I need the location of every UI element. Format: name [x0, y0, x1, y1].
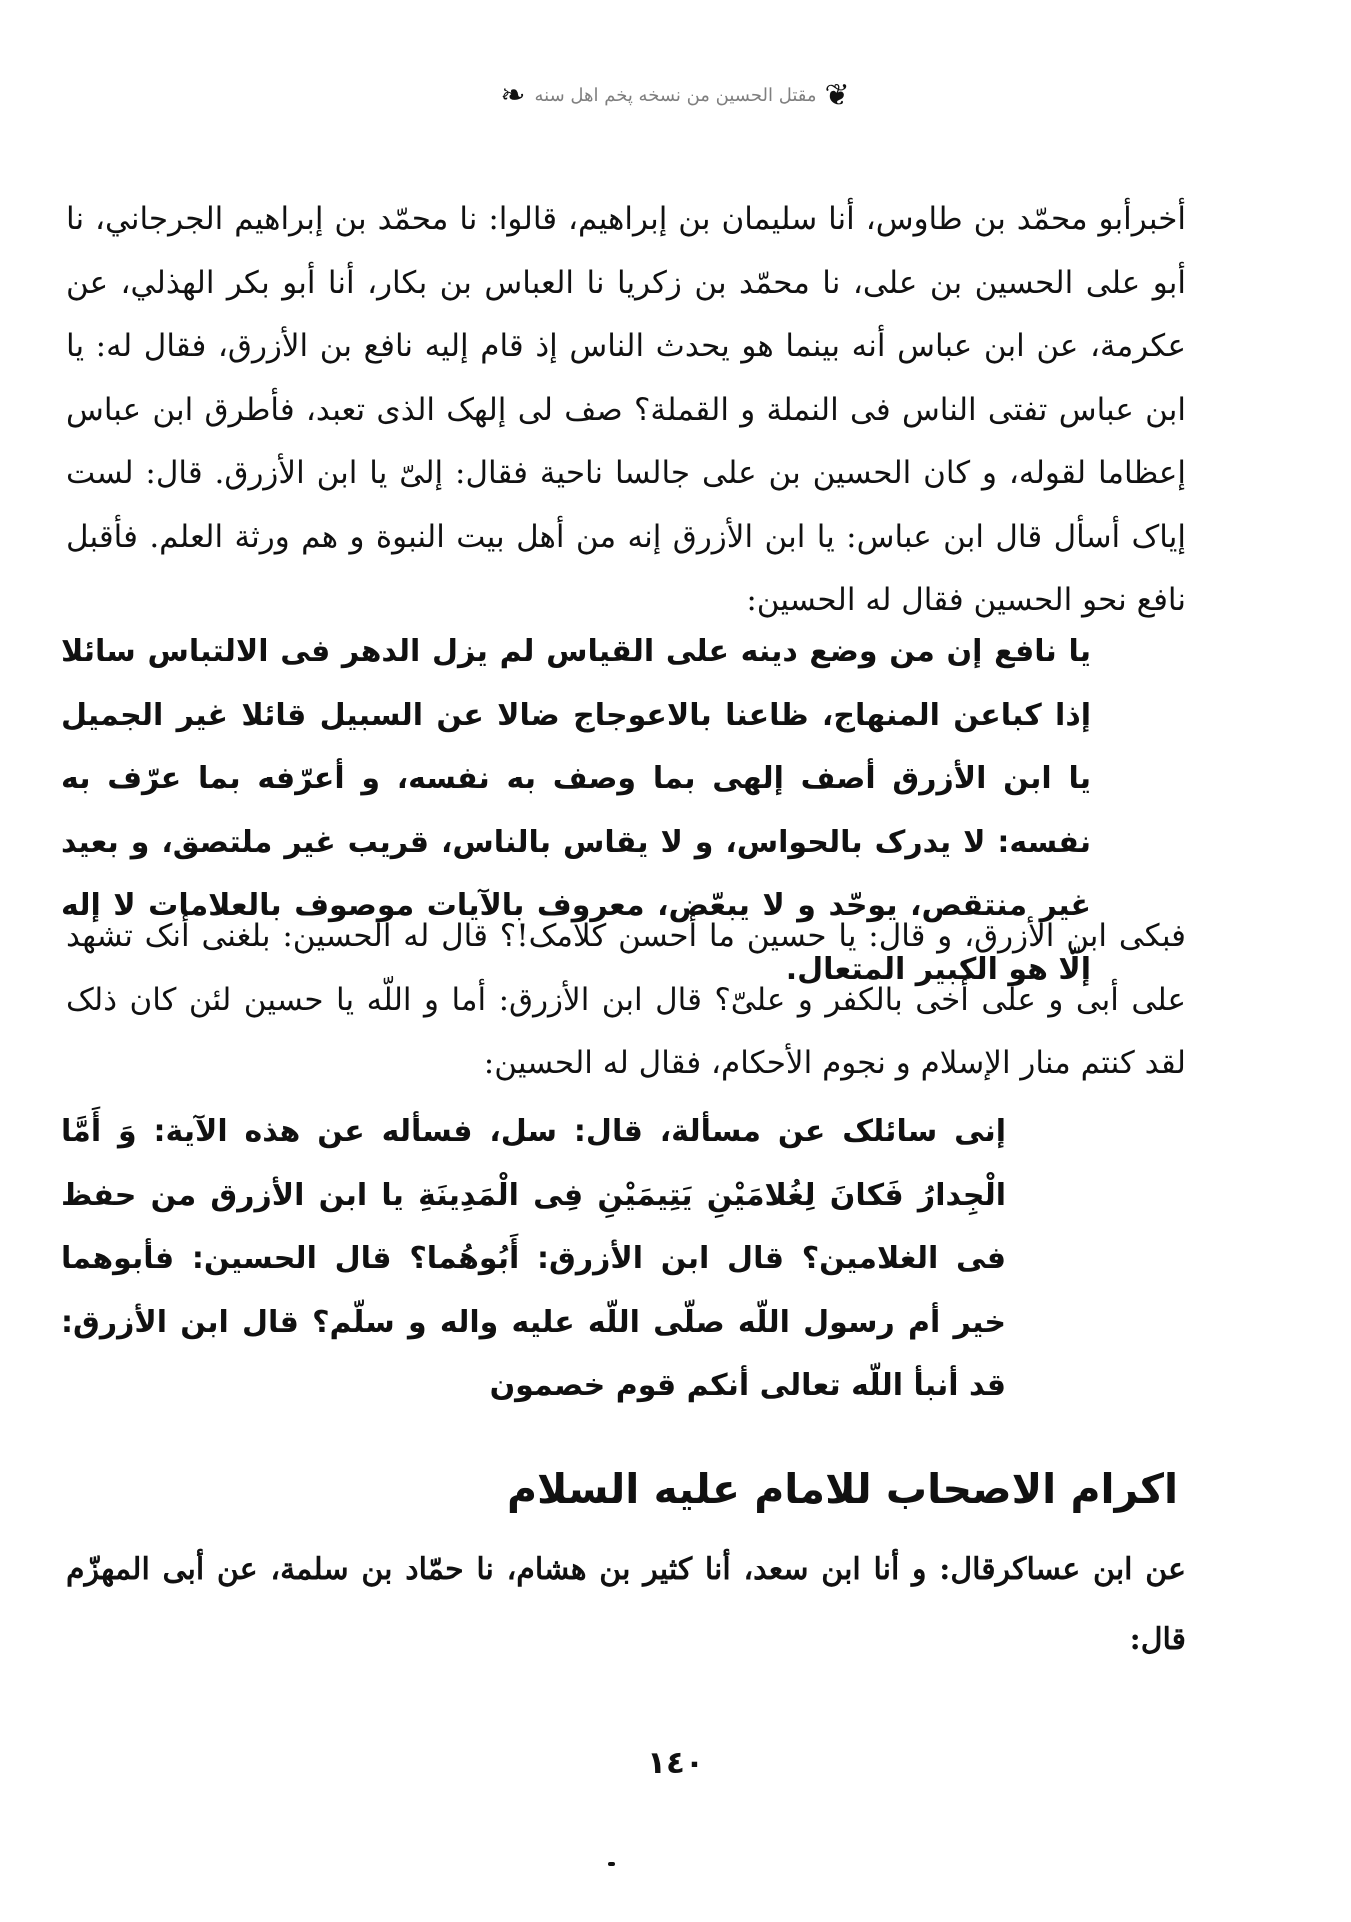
paragraph-ibn-asakir: عن ابن عساكرقال: و أنا ابن سعد، أنا كثير بن هشام، نا حمّاد بن سلمة، عن أبى المهزّم قال:	[66, 1552, 1186, 1657]
running-title: مقتل الحسين من نسخه پخم اهل سنه	[534, 85, 817, 106]
running-header	[0, 78, 1351, 113]
quote-question: إنى سائلک عن مسألة، قال: سل، فسأله عن هذه الآية: وَ أَمَّا الْجِدارُ فَكانَ لِغُلامَيْنِ يَتِيمَيْنِ فِى الْمَدِينَةِ يا ابن الأزرق من حفظ فى الغلامين؟ قال ابن الأزرق: أَبُوهُما؟ قال الحسين: فأبوهما خير أم رسول اللّه صلّى اللّه عليه واله و سلّم؟ قال ابن الأزرق: قد أنبأ اللّه تعالى أنكم قوم خصمون	[61, 1114, 1006, 1403]
page-number: ١٤٠	[647, 1745, 704, 1781]
scan-mark	[608, 1862, 615, 1866]
quote-hussain-reply: يا نافع إن من وضع دينه على القياس لم يزل الدهر فى الالتباس سائلا إذا كباعن المنهاج، ظاعنا بالاعوجاج ضالا عن السبيل قائلا غير الجميل يا ابن الأزرق أصف إلهى بما وصف به نفسه، و أعرّفه بما عرّف به نفسه: لا يدرک بالحواس، و لا يقاس بالناس، قريب غير ملتصق، و بعيد غير منتقص، يوحّد و لا يبعّض، معروف بالآيات موصوف بالعلامات لا إله إلّا هو الكبير المتعال.	[61, 634, 1091, 987]
ornament-icon: ❧	[500, 78, 527, 113]
paragraph-isnad: أخبرأبو محمّد بن طاوس، أنا سليمان بن إبراهيم، قالوا: نا محمّد بن إبراهيم الجرجاني، نا أبو على الحسين بن على، نا محمّد بن زكريا نا العباس بن بكار، أنا أبو بكر الهذلي، عن عكرمة، عن ابن عباس أنه بينما هو يحدث الناس إذ قام إليه نافع بن الأزرق، فقال له: يا ابن عباس تفتى الناس فى النملة و القملة؟ صف لى إلهک الذى تعبد، فأطرق ابن عباس إعظاما لقوله، و كان الحسين بن على جالسا ناحية فقال: إلىّ يا ابن الأزرق. قال: لست إياک أسأل قال ابن عباس: يا ابن الأزرق إنه من أهل بيت النبوة و هم ورثة العلم. فأقبل نافع نحو الحسين فقال له الحسين:	[66, 201, 1187, 618]
paragraph-ibn-azraq: فبكى ابن الأزرق، و قال: يا حسين ما أحسن كلامک!؟ قال له الحسين: بلغنى أنک تشهد على أبى و على أخى بالكفر و علىّ؟ قال ابن الأزرق: أما و اللّه يا حسين لئن كان ذلک لقد كنتم منار الإسلام و نجوم الأحكام، فقال له الحسين:	[66, 918, 1186, 1081]
ornament-icon: ❦	[824, 78, 851, 113]
section-heading: اكرام الاصحاب للامام عليه السلام	[507, 1465, 1178, 1513]
